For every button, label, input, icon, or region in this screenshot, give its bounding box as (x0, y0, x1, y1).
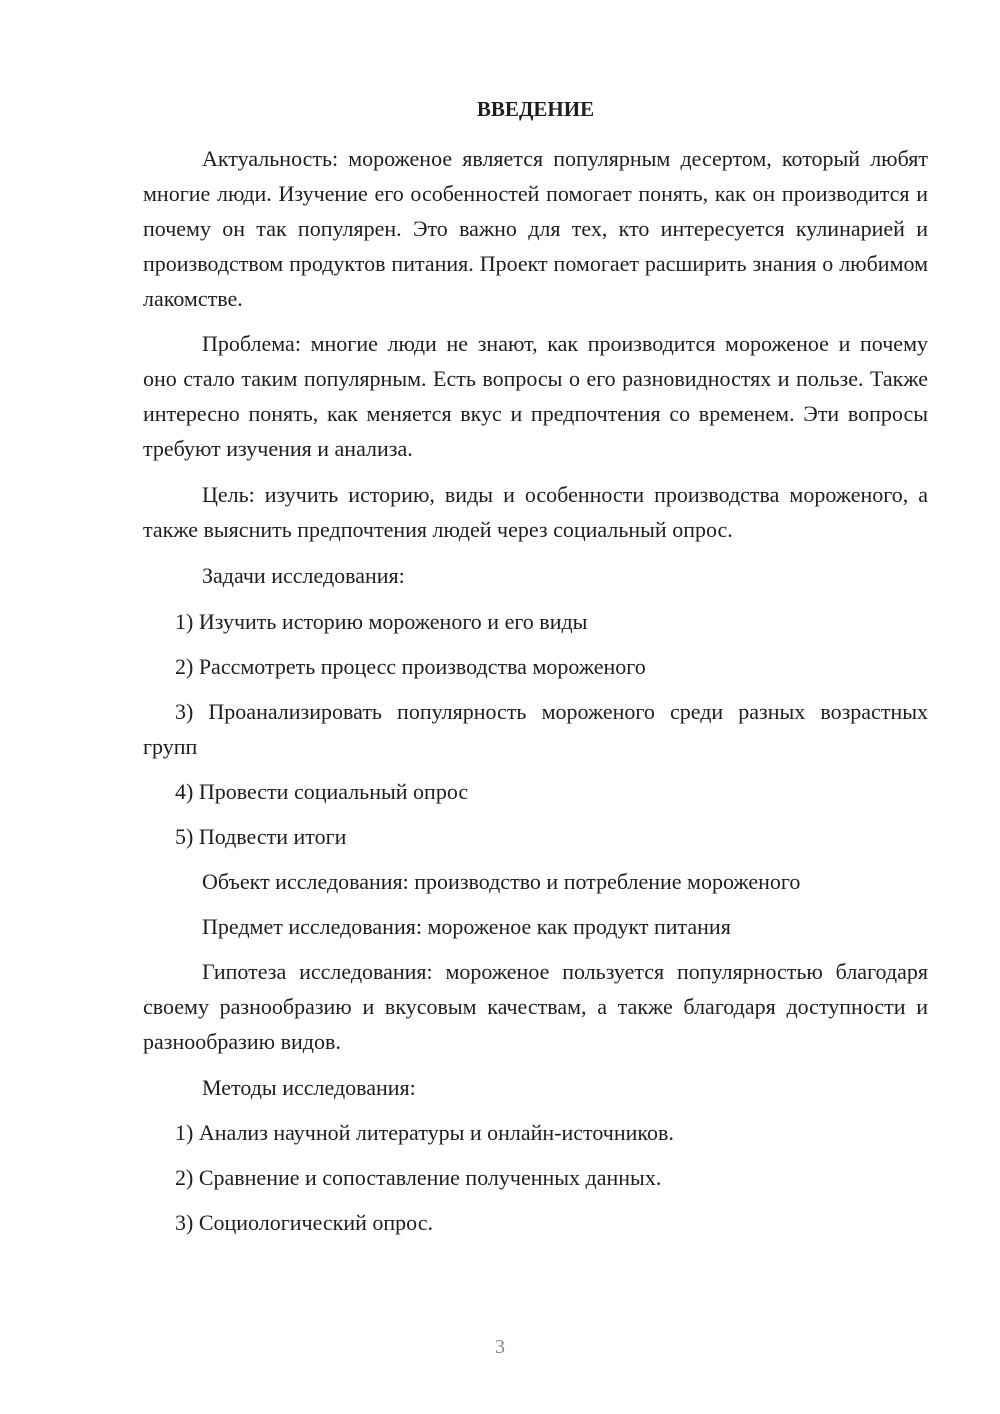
task-item-3: 3) Проанализировать популярность мороженого среди разных возрастных групп (143, 699, 928, 759)
tasks-heading: Задачи исследования: (202, 563, 405, 588)
task-item-4: 4) Провести социальный опрос (175, 779, 469, 804)
problem-paragraph: Проблема: многие люди не знают, как производится мороженое и почему оно стало таким популярным. Есть вопросы о его разновидностях и пользе. Также интересно понять, как меняется вкус и предпочтения со временем. Эти вопросы требуют изучения и анализа. (143, 331, 928, 461)
method-item-2: 2) Сравнение и сопоставление полученных данных. (175, 1165, 662, 1190)
relevance-paragraph: Актуальность: мороженое является популярным десертом, который любят многие люди. Изучение его особенностей помогает понять, как он производится и почему он так популярен. Это важно для тех, кто интересуется кулинарией и производством продуктов питания. Проект помогает расширить знания о любимом лакомстве. (143, 146, 928, 311)
subject-paragraph: Предмет исследования: мороженое как продукт питания (202, 914, 731, 939)
methods-heading: Методы исследования: (202, 1075, 416, 1100)
method-item-1: 1) Анализ научной литературы и онлайн-источников. (175, 1120, 674, 1145)
method-item-3: 3) Социологический опрос. (175, 1210, 433, 1235)
object-paragraph: Объект исследования: производство и потребление мороженого (202, 869, 801, 894)
task-item-5: 5) Подвести итоги (175, 824, 347, 849)
goal-paragraph: Цель: изучить историю, виды и особенности производства мороженого, а также выяснить предпочтения людей через социальный опрос. (143, 482, 928, 542)
page-number: 3 (495, 1336, 505, 1358)
section-title: ВВЕДЕНИЕ (476, 97, 595, 121)
task-item-1: 1) Изучить историю мороженого и его виды (175, 609, 588, 634)
hypothesis-paragraph: Гипотеза исследования: мороженое пользуется популярностью благодаря своему разнообразию и вкусовым качествам, а также благодаря доступности и разнообразию видов. (143, 959, 928, 1054)
task-item-2: 2) Рассмотреть процесс производства мороженого (175, 654, 646, 679)
